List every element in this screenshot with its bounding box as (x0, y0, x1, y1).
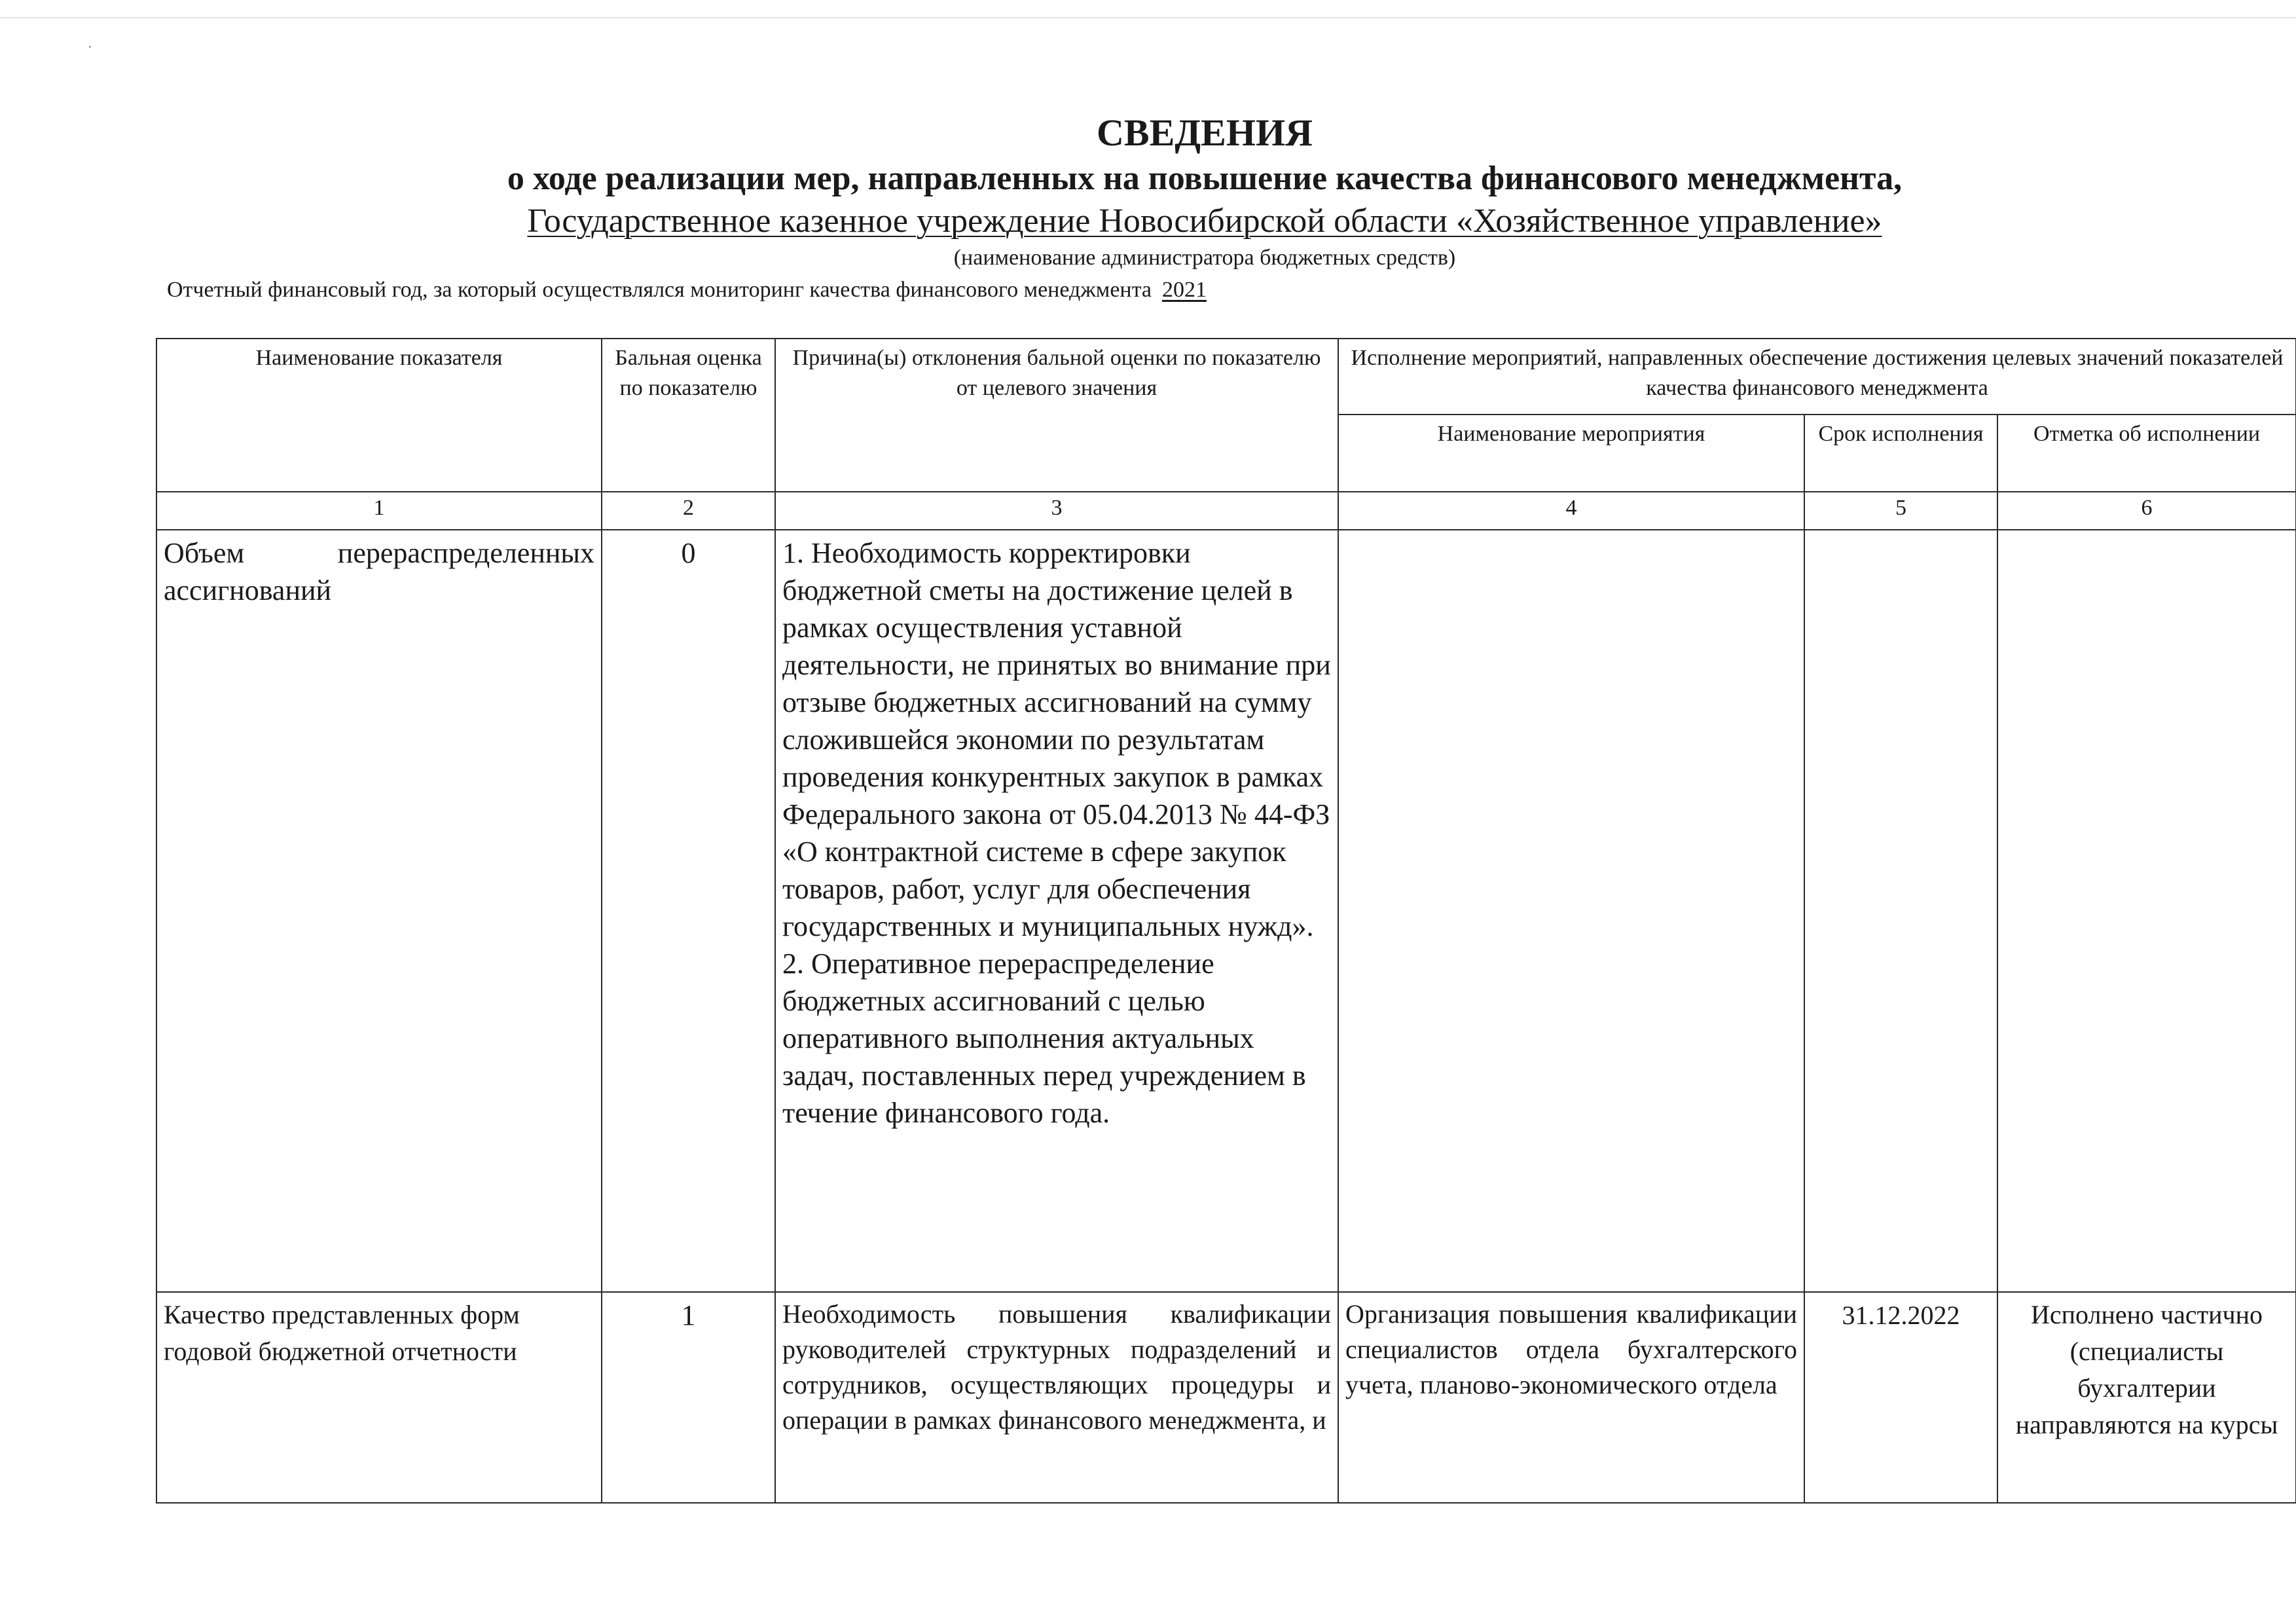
reporting-year-value: 2021 (1161, 278, 1207, 302)
institution-name (0, 200, 2296, 242)
cell-mark (1997, 530, 2296, 1292)
cell-mark: Исполнено частично (специалисты бухгалтерии направляются на курсы (1997, 1292, 2296, 1503)
col-header-execution-group: Исполнение мероприятий, направленных обеспечение достижения целевых значений показателей качества финансового менеджмента (1338, 339, 2296, 415)
col-number-1: 1 (156, 492, 602, 530)
cell-deadline: 31.12.2022 (1804, 1292, 1997, 1503)
cell-score: 1 (602, 1292, 775, 1503)
institution-caption: (наименование администратора бюджетных средств) (953, 246, 1456, 270)
cell-deadline (1804, 530, 1997, 1292)
cell-reason: 1. Необходимость корректировки бюджетной сметы на достижение целей в рамках осуществления уставной деятельности, не принятых во внимание при отзыве бюджетных ассигнований на сумму сложившейся экономии по результатам проведения конкурентных закупок в рамках Федерального закона от 05.04.2013 № 44-ФЗ «О контрактной системе в сфере закупок товаров, работ, услуг для обеспечения государственных и муниципальных нужд». 2. Оперативное перераспределение бюджетных ассигнований с целью оперативного выполнения актуальных задач, поставленных перед учреждением в течение финансового года. (775, 530, 1338, 1292)
col-number-3: 3 (775, 492, 1338, 530)
cell-score: 0 (602, 530, 775, 1292)
header-row-1 (156, 339, 2296, 415)
scan-speck (89, 46, 91, 48)
col-header-deadline: Срок исполнения (1804, 415, 1997, 492)
reporting-year-line (167, 275, 1207, 305)
column-number-row (156, 492, 2296, 530)
reporting-year-label: Отчетный финансовый год, за который осуществлялся мониторинг качества финансового менеджмента (167, 278, 1152, 302)
col-header-mark: Отметка об исполнении (1997, 415, 2296, 492)
table-row (156, 1292, 2296, 1503)
col-number-2: 2 (602, 492, 775, 530)
col-header-reason: Причина(ы) отклонения бальной оценки по показателю от целевого значения (775, 339, 1338, 492)
col-number-4: 4 (1338, 492, 1804, 530)
scan-edge-line (0, 17, 2296, 18)
cell-measure (1338, 530, 1804, 1292)
cell-indicator: Качество представленных форм годовой бюджетной отчетности (156, 1292, 602, 1503)
col-header-score: Бальная оценка по показателю (602, 339, 775, 492)
institution-name-text: Государственное казенное учреждение Новосибирской области «Хозяйственное управление» (527, 202, 1882, 240)
cell-measure: Организация повышения квалификации специалистов отдела бухгалтерского учета, планово-экономического отдела (1338, 1292, 1804, 1503)
document-title: СВЕДЕНИЯ (1097, 111, 1313, 154)
document-subtitle: о ходе реализации мер, направленных на повышение качества финансового менеджмента, (507, 160, 1903, 197)
col-number-5: 5 (1804, 492, 1997, 530)
measures-table (156, 338, 2296, 1504)
col-header-indicator: Наименование показателя (156, 339, 602, 492)
col-number-6: 6 (1997, 492, 2296, 530)
col-header-measure: Наименование мероприятия (1338, 415, 1804, 492)
cell-indicator: Объем перераспределенных ассигнований (156, 530, 602, 1292)
cell-reason: Необходимость повышения квалификации руководителей структурных подразделений и сотрудников, осуществляющих процедуры и операции в рамках финансового менеджмента, и (775, 1292, 1338, 1503)
table-row (156, 530, 2296, 1292)
